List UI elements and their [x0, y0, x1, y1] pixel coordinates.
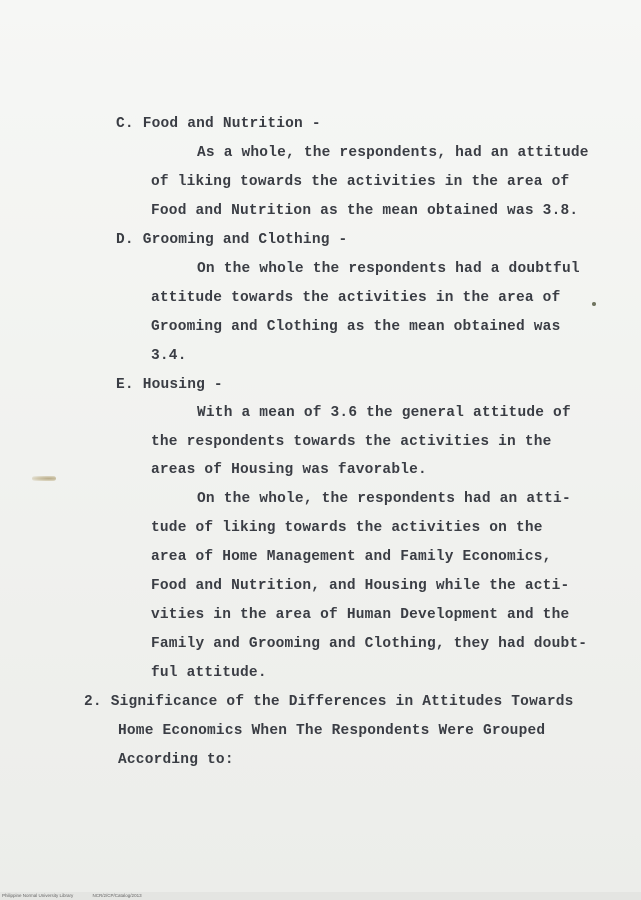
paragraph-line: tude of liking towards the activities on the: [151, 520, 543, 536]
paragraph-line: areas of Housing was favorable.: [151, 462, 427, 478]
paragraph-line: vities in the area of Human Development and the: [151, 607, 570, 623]
paragraph-line: Family and Grooming and Clothing, they had doubt-: [151, 636, 588, 652]
paragraph-line: Food and Nutrition as the mean obtained was 3.8.: [151, 203, 579, 219]
paragraph-line: Food and Nutrition, and Housing while the acti-: [151, 578, 570, 594]
footer-code: NCR/2/CP/Catalog/2013: [92, 893, 142, 898]
heading-food-nutrition: C. Food and Nutrition -: [116, 116, 321, 132]
heading-significance: 2. Significance of the Differences in Attitudes Towards: [84, 694, 574, 710]
ink-dot: [592, 302, 596, 306]
paragraph-line: area of Home Management and Family Economics,: [151, 549, 552, 565]
paragraph-line: Grooming and Clothing as the mean obtained was: [151, 319, 561, 335]
paragraph-line: On the whole, the respondents had an atti-: [197, 491, 571, 507]
paragraph-line: Home Economics When The Respondents Were Grouped: [118, 723, 546, 739]
paragraph-line: the respondents towards the activities in the: [151, 434, 552, 450]
footer-institution: Philippine Normal University Library: [2, 893, 74, 898]
scan-footer: [0, 892, 641, 900]
paragraph-line: According to:: [118, 752, 234, 768]
paragraph-line: With a mean of 3.6 the general attitude of: [197, 405, 571, 421]
paragraph-line: 3.4.: [151, 348, 187, 364]
paragraph-line: of liking towards the activities in the area of: [151, 174, 570, 190]
paragraph-line: On the whole the respondents had a doubtful: [197, 261, 580, 277]
paragraph-line: ful attitude.: [151, 665, 267, 681]
paragraph-line: attitude towards the activities in the area of: [151, 290, 561, 306]
paragraph-line: As a whole, the respondents, had an attitude: [197, 145, 589, 161]
paper-smudge: [32, 476, 56, 481]
heading-grooming-clothing: D. Grooming and Clothing -: [116, 232, 348, 248]
heading-housing: E. Housing -: [116, 377, 223, 393]
